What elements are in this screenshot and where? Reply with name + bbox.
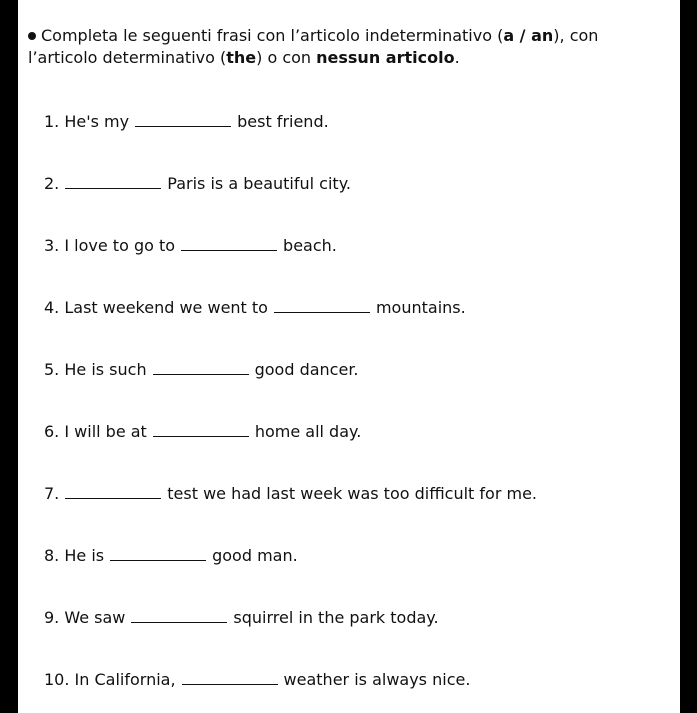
exercise-text-after: weather is always nice. — [283, 670, 471, 689]
instruction-part: ), con l’articolo determinativo ( — [28, 26, 599, 67]
exercise-item — [44, 298, 466, 318]
instruction-bold: the — [226, 48, 257, 67]
exercise-text-before: 6. I will be at — [44, 422, 147, 441]
exercise-text-after: best friend. — [237, 112, 329, 131]
exercise-text-after: Paris is a beautiful city. — [167, 174, 351, 193]
answer-blank[interactable] — [182, 671, 278, 685]
answer-blank[interactable] — [153, 361, 249, 375]
answer-blank[interactable] — [65, 175, 161, 189]
exercise-item — [44, 236, 337, 256]
exercise-text-before: 10. In California, — [44, 670, 176, 689]
exercise-item — [44, 484, 537, 504]
exercise-item — [44, 670, 470, 690]
exercise-text-after: good dancer. — [254, 360, 359, 379]
exercise-item — [44, 112, 329, 132]
exercise-text-before: 4. Last weekend we went to — [44, 298, 268, 317]
exercise-text-after: beach. — [283, 236, 337, 255]
exercise-text-after: mountains. — [375, 298, 466, 317]
exercise-text-before: 9. We saw — [44, 608, 126, 627]
instruction-bold: a / an — [503, 26, 554, 45]
exercise-text-before: 1. He's my — [44, 112, 130, 131]
answer-blank[interactable] — [274, 299, 370, 313]
exercise-text-after: home all day. — [254, 422, 362, 441]
answer-blank[interactable] — [65, 485, 161, 499]
exercise-text-before: 2. — [44, 174, 60, 193]
exercise-item — [44, 174, 351, 194]
exercise-text-before: 5. He is such — [44, 360, 147, 379]
answer-blank[interactable] — [110, 547, 206, 561]
worksheet-page — [18, 0, 680, 713]
exercise-text-before: 8. He is — [44, 546, 105, 565]
exercise-item — [44, 608, 439, 628]
instruction-part: Completa le seguenti frasi con l’articolo indeterminativo ( — [41, 26, 504, 45]
instruction-bold: nessun articolo — [316, 48, 455, 67]
exercise-item — [44, 422, 361, 442]
exercise-text-before: 7. — [44, 484, 60, 503]
answer-blank[interactable] — [135, 113, 231, 127]
exercise-item — [44, 546, 298, 566]
answer-blank[interactable] — [131, 609, 227, 623]
bullet-icon — [28, 32, 36, 40]
exercise-text-after: squirrel in the park today. — [233, 608, 439, 627]
exercise-text-after: test we had last week was too difficult for me. — [167, 484, 538, 503]
instruction-text — [28, 25, 668, 69]
answer-blank[interactable] — [153, 423, 249, 437]
exercise-text-before: 3. I love to go to — [44, 236, 176, 255]
exercise-text-after: good man. — [212, 546, 298, 565]
instruction-part: . — [454, 48, 460, 67]
exercise-item — [44, 360, 359, 380]
instruction-part: ) o con — [256, 48, 317, 67]
answer-blank[interactable] — [181, 237, 277, 251]
